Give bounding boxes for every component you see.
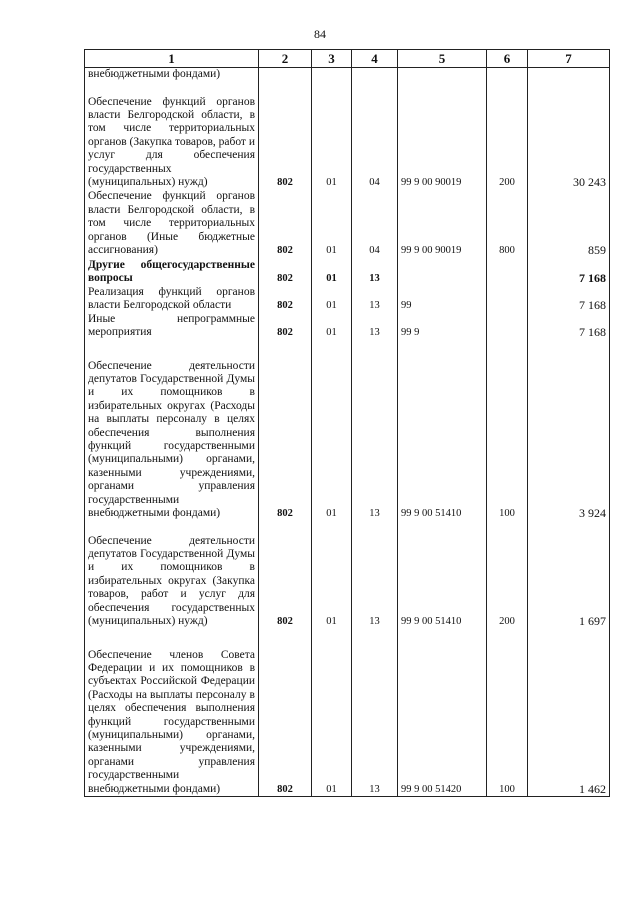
cell-section: 01 — [312, 521, 352, 629]
cell-target-article — [398, 258, 487, 286]
cell-administrator: 802 — [259, 258, 312, 286]
table-row — [85, 629, 610, 797]
column-header-7: 7 — [528, 50, 610, 68]
page-number: 84 — [314, 27, 326, 41]
cell-target-article: 99 9 00 51410 — [398, 340, 487, 521]
table-row — [85, 313, 610, 340]
cell-administrator: 802 — [259, 313, 312, 340]
cell-administrator: 802 — [259, 286, 312, 313]
column-header-1: 1 — [85, 50, 259, 68]
table-row — [85, 68, 610, 82]
cell-expense-type — [487, 313, 528, 340]
cell-administrator: 802 — [259, 190, 312, 258]
cell-target-article: 99 9 00 90019 — [398, 82, 487, 190]
cell-target-article: 99 9 00 90019 — [398, 190, 487, 258]
column-header-6: 6 — [487, 50, 528, 68]
cell-section: 01 — [312, 340, 352, 521]
table-header-row — [85, 50, 610, 68]
cell-target-article: 99 9 00 51410 — [398, 521, 487, 629]
cell-target-article: 99 9 00 51420 — [398, 629, 487, 797]
cell-target-article: 99 — [398, 286, 487, 313]
cell-target-article — [398, 68, 487, 82]
cell-amount: 1 462 — [528, 629, 610, 797]
cell-administrator: 802 — [259, 629, 312, 797]
row-name: Другие общегосударственные вопросы — [85, 258, 259, 286]
table-row — [85, 258, 610, 286]
cell-subsection: 13 — [352, 340, 398, 521]
row-name: Иные непрограммные мероприятия — [85, 313, 259, 340]
cell-expense-type: 100 — [487, 629, 528, 797]
row-name: Обеспечение членов Совета Федерации и их помощников в субъектах Российской Федерации (Расходы на выплаты персоналу в целях обеспечения выполнения функций государственными (муниципальными) органами, казенными учреждениями, органами управления государственными внебюджетными фондами) — [85, 629, 259, 797]
row-name: Реализация функций органов власти Белгородской области — [85, 286, 259, 313]
cell-amount: 1 697 — [528, 521, 610, 629]
column-header-4: 4 — [352, 50, 398, 68]
cell-expense-type — [487, 258, 528, 286]
table-row — [85, 82, 610, 190]
cell-expense-type — [487, 286, 528, 313]
row-name: Обеспечение функций органов власти Белгородской области, в том числе территориальных органов (Закупка товаров, работ и услуг для обеспечения государственных (муниципальных) нужд) — [85, 82, 259, 190]
cell-subsection: 04 — [352, 190, 398, 258]
cell-section — [312, 68, 352, 82]
cell-expense-type: 200 — [487, 82, 528, 190]
cell-administrator: 802 — [259, 521, 312, 629]
cell-section: 01 — [312, 82, 352, 190]
cell-subsection: 04 — [352, 82, 398, 190]
cell-expense-type — [487, 68, 528, 82]
cell-subsection: 13 — [352, 286, 398, 313]
cell-section: 01 — [312, 313, 352, 340]
budget-table — [84, 49, 610, 797]
cell-subsection: 13 — [352, 258, 398, 286]
cell-administrator: 802 — [259, 340, 312, 521]
cell-amount: 7 168 — [528, 258, 610, 286]
cell-administrator — [259, 68, 312, 82]
row-name: Обеспечение функций органов власти Белгородской области, в том числе территориальных органов (Иные бюджетные ассигнования) — [85, 190, 259, 258]
cell-target-article: 99 9 — [398, 313, 487, 340]
table-row — [85, 521, 610, 629]
row-name: Обеспечение деятельности депутатов Государственной Думы и их помощников в избирательных округах (Закупка товаров, работ и услуг для обеспечения государственных (муниципальных) нужд) — [85, 521, 259, 629]
table-row — [85, 286, 610, 313]
cell-section: 01 — [312, 286, 352, 313]
cell-amount: 3 924 — [528, 340, 610, 521]
row-name: внебюджетными фондами) — [85, 68, 259, 82]
cell-expense-type: 200 — [487, 521, 528, 629]
cell-section: 01 — [312, 629, 352, 797]
cell-expense-type: 100 — [487, 340, 528, 521]
cell-section: 01 — [312, 190, 352, 258]
column-header-5: 5 — [398, 50, 487, 68]
cell-amount: 859 — [528, 190, 610, 258]
cell-expense-type: 800 — [487, 190, 528, 258]
column-header-2: 2 — [259, 50, 312, 68]
cell-amount: 30 243 — [528, 82, 610, 190]
cell-subsection: 13 — [352, 313, 398, 340]
table-row — [85, 340, 610, 521]
column-header-3: 3 — [312, 50, 352, 68]
cell-amount: 7 168 — [528, 313, 610, 340]
cell-administrator: 802 — [259, 82, 312, 190]
cell-subsection: 13 — [352, 521, 398, 629]
cell-amount — [528, 68, 610, 82]
cell-subsection: 13 — [352, 629, 398, 797]
cell-section: 01 — [312, 258, 352, 286]
cell-amount: 7 168 — [528, 286, 610, 313]
cell-subsection — [352, 68, 398, 82]
table-row — [85, 190, 610, 258]
row-name: Обеспечение деятельности депутатов Государственной Думы и их помощников в избирательных округах (Расходы на выплаты персоналу в целях обеспечения выполнения функций государственными (муниципальными) органами, казенными учреждениями, органами управления государственными внебюджетными фондами) — [85, 340, 259, 521]
